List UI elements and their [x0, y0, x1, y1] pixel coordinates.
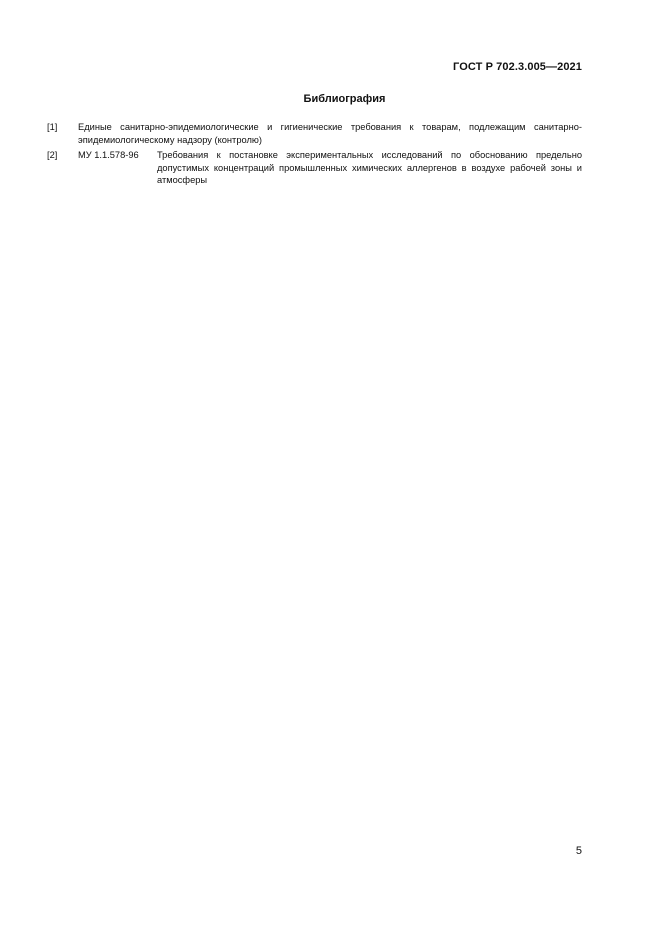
bibliography-item-number: [1] — [47, 122, 58, 132]
bibliography-item-text: Требования к постановке экспериментальных исследований по обоснованию предельно допустимых концентраций промышленных химических аллергенов в воздухе рабочей зоны и атмосферы — [157, 150, 582, 185]
bibliography-list — [47, 121, 582, 190]
bibliography-item-code: МУ 1.1.578-96 — [78, 150, 139, 160]
bibliography-item-1 — [47, 121, 582, 146]
page-number: 5 — [575, 845, 582, 857]
bibliography-item-number: [2] — [47, 150, 58, 160]
bibliography-title: Библиография — [303, 93, 386, 105]
document-code: ГОСТ Р 702.3.005—2021 — [453, 61, 582, 73]
bibliography-item-2 — [47, 149, 582, 187]
bibliography-item-text: Единые санитарно-эпидемиологические и гигиенические требования к товарам, подлежащим санитарно-эпидемиологическому надзору (контролю) — [78, 122, 582, 145]
